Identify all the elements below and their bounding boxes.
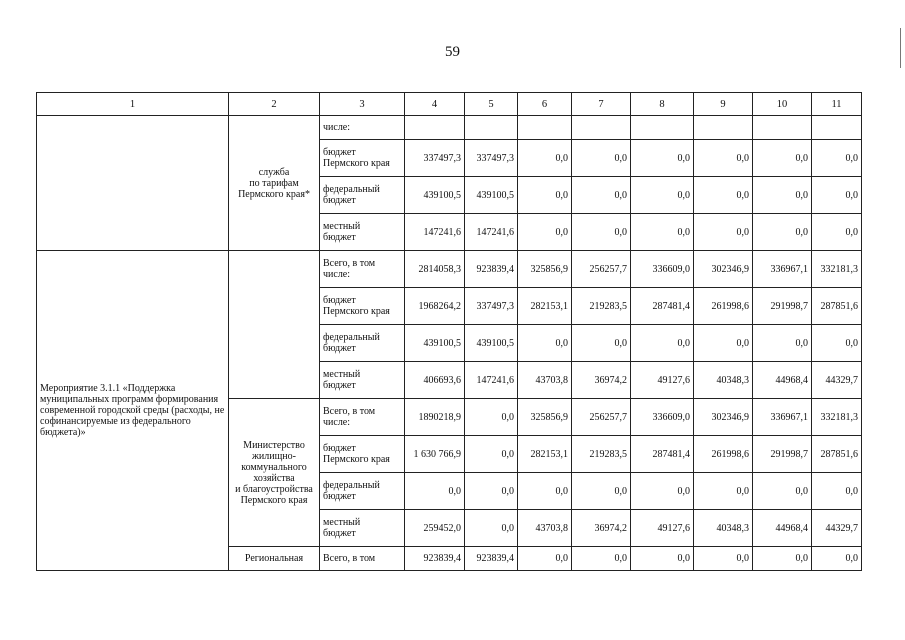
amount-cell: 0,0 — [465, 510, 518, 547]
amount-cell: 0,0 — [631, 473, 694, 510]
amount-cell: 259452,0 — [405, 510, 465, 547]
amount-cell: 0,0 — [518, 325, 572, 362]
amount-cell — [405, 116, 465, 140]
amount-cell: 44968,4 — [753, 510, 812, 547]
amount-cell: 0,0 — [753, 177, 812, 214]
funding-source-cell: местный бюджет — [320, 362, 405, 399]
amount-cell: 0,0 — [518, 214, 572, 251]
executor-cell: Региональная — [229, 547, 320, 571]
amount-cell: 923839,4 — [405, 547, 465, 571]
funding-source-cell: федеральный бюджет — [320, 177, 405, 214]
amount-cell: 0,0 — [694, 547, 753, 571]
funding-source-cell: бюджет Пермского края — [320, 140, 405, 177]
amount-cell — [465, 116, 518, 140]
amount-cell: 0,0 — [631, 214, 694, 251]
amount-cell: 44329,7 — [812, 362, 862, 399]
amount-cell: 336967,1 — [753, 251, 812, 288]
amount-cell: 49127,6 — [631, 510, 694, 547]
funding-source-cell: федеральный бюджет — [320, 325, 405, 362]
funding-source-cell: местный бюджет — [320, 214, 405, 251]
amount-cell: 287481,4 — [631, 436, 694, 473]
amount-cell: 0,0 — [631, 547, 694, 571]
amount-cell: 44329,7 — [812, 510, 862, 547]
amount-cell: 923839,4 — [465, 251, 518, 288]
amount-cell: 49127,6 — [631, 362, 694, 399]
amount-cell: 923839,4 — [465, 547, 518, 571]
amount-cell: 44968,4 — [753, 362, 812, 399]
amount-cell: 0,0 — [572, 214, 631, 251]
amount-cell: 2814058,3 — [405, 251, 465, 288]
amount-cell: 291998,7 — [753, 436, 812, 473]
header-cell-8: 8 — [631, 93, 694, 116]
header-cell-11: 11 — [812, 93, 862, 116]
amount-cell: 0,0 — [465, 473, 518, 510]
funding-source-cell: бюджет Пермского края — [320, 288, 405, 325]
amount-cell: 0,0 — [631, 325, 694, 362]
amount-cell — [631, 116, 694, 140]
amount-cell: 0,0 — [572, 325, 631, 362]
funding-source-cell: Всего, в том числе: — [320, 251, 405, 288]
amount-cell — [812, 116, 862, 140]
funding-source-cell: федеральный бюджет — [320, 473, 405, 510]
amount-cell: 302346,9 — [694, 399, 753, 436]
amount-cell: 0,0 — [753, 140, 812, 177]
funding-source-cell: бюджет Пермского края — [320, 436, 405, 473]
amount-cell: 147241,6 — [405, 214, 465, 251]
amount-cell — [518, 116, 572, 140]
amount-cell: 36974,2 — [572, 362, 631, 399]
amount-cell: 439100,5 — [405, 177, 465, 214]
amount-cell: 282153,1 — [518, 288, 572, 325]
executor-cell: Министерство жилищно- коммунального хозяйства и благоустройства Пермского края — [229, 399, 320, 547]
amount-cell: 0,0 — [812, 214, 862, 251]
amount-cell — [694, 116, 753, 140]
amount-cell: 0,0 — [753, 547, 812, 571]
amount-cell: 36974,2 — [572, 510, 631, 547]
amount-cell: 0,0 — [518, 473, 572, 510]
amount-cell: 0,0 — [812, 177, 862, 214]
funding-source-cell: Всего, в том — [320, 547, 405, 571]
amount-cell: 0,0 — [812, 325, 862, 362]
amount-cell: 147241,6 — [465, 362, 518, 399]
amount-cell: 1 630 766,9 — [405, 436, 465, 473]
amount-cell: 0,0 — [572, 473, 631, 510]
amount-cell: 406693,6 — [405, 362, 465, 399]
table-row — [37, 251, 862, 288]
amount-cell: 287481,4 — [631, 288, 694, 325]
amount-cell: 256257,7 — [572, 399, 631, 436]
amount-cell: 287851,6 — [812, 436, 862, 473]
amount-cell — [753, 116, 812, 140]
measure-cell — [37, 116, 229, 251]
amount-cell: 439100,5 — [465, 177, 518, 214]
executor-cell — [229, 251, 320, 399]
amount-cell: 0,0 — [518, 177, 572, 214]
amount-cell: 332181,3 — [812, 399, 862, 436]
table-row — [37, 116, 862, 140]
amount-cell: 1890218,9 — [405, 399, 465, 436]
amount-cell: 0,0 — [405, 473, 465, 510]
amount-cell: 0,0 — [812, 473, 862, 510]
amount-cell: 1968264,2 — [405, 288, 465, 325]
amount-cell: 0,0 — [812, 140, 862, 177]
amount-cell: 325856,9 — [518, 251, 572, 288]
amount-cell: 0,0 — [753, 214, 812, 251]
amount-cell: 0,0 — [694, 140, 753, 177]
amount-cell: 0,0 — [694, 214, 753, 251]
budget-table — [36, 92, 862, 571]
amount-cell: 336967,1 — [753, 399, 812, 436]
amount-cell: 0,0 — [694, 325, 753, 362]
header-row — [37, 93, 862, 116]
header-cell-4: 4 — [405, 93, 465, 116]
amount-cell: 256257,7 — [572, 251, 631, 288]
amount-cell: 439100,5 — [465, 325, 518, 362]
amount-cell: 261998,6 — [694, 288, 753, 325]
header-cell-2: 2 — [229, 93, 320, 116]
amount-cell: 0,0 — [518, 140, 572, 177]
amount-cell: 0,0 — [572, 177, 631, 214]
amount-cell: 337497,3 — [465, 288, 518, 325]
amount-cell: 336609,0 — [631, 399, 694, 436]
amount-cell: 0,0 — [753, 473, 812, 510]
amount-cell: 0,0 — [518, 547, 572, 571]
amount-cell: 0,0 — [753, 325, 812, 362]
header-cell-1: 1 — [37, 93, 229, 116]
header-cell-10: 10 — [753, 93, 812, 116]
header-cell-3: 3 — [320, 93, 405, 116]
amount-cell: 40348,3 — [694, 510, 753, 547]
amount-cell: 337497,3 — [465, 140, 518, 177]
amount-cell: 0,0 — [694, 473, 753, 510]
amount-cell: 147241,6 — [465, 214, 518, 251]
page-number: 59 — [445, 44, 460, 60]
amount-cell: 261998,6 — [694, 436, 753, 473]
amount-cell: 0,0 — [631, 177, 694, 214]
amount-cell: 43703,8 — [518, 362, 572, 399]
amount-cell: 0,0 — [465, 399, 518, 436]
amount-cell: 439100,5 — [405, 325, 465, 362]
amount-cell: 302346,9 — [694, 251, 753, 288]
amount-cell: 40348,3 — [694, 362, 753, 399]
header-cell-9: 9 — [694, 93, 753, 116]
table-body — [37, 116, 862, 571]
executor-cell: служба по тарифам Пермского края* — [229, 116, 320, 251]
amount-cell: 0,0 — [812, 547, 862, 571]
amount-cell: 0,0 — [694, 177, 753, 214]
amount-cell — [572, 116, 631, 140]
amount-cell: 336609,0 — [631, 251, 694, 288]
funding-source-cell: местный бюджет — [320, 510, 405, 547]
amount-cell: 0,0 — [631, 140, 694, 177]
amount-cell: 219283,5 — [572, 436, 631, 473]
amount-cell: 325856,9 — [518, 399, 572, 436]
page-edge-mark — [900, 28, 901, 68]
amount-cell: 332181,3 — [812, 251, 862, 288]
amount-cell: 0,0 — [572, 547, 631, 571]
amount-cell: 0,0 — [572, 140, 631, 177]
amount-cell: 287851,6 — [812, 288, 862, 325]
header-cell-7: 7 — [572, 93, 631, 116]
header-cell-6: 6 — [518, 93, 572, 116]
amount-cell: 291998,7 — [753, 288, 812, 325]
amount-cell: 282153,1 — [518, 436, 572, 473]
amount-cell: 337497,3 — [405, 140, 465, 177]
header-cell-5: 5 — [465, 93, 518, 116]
funding-source-cell: числе: — [320, 116, 405, 140]
amount-cell: 219283,5 — [572, 288, 631, 325]
measure-cell: Мероприятие 3.1.1 «Поддержка муниципальных программ формирования современной городской среды (расходы, не софинансируемые из федерального бюджета)» — [37, 251, 229, 571]
amount-cell: 0,0 — [465, 436, 518, 473]
amount-cell: 43703,8 — [518, 510, 572, 547]
funding-source-cell: Всего, в том числе: — [320, 399, 405, 436]
